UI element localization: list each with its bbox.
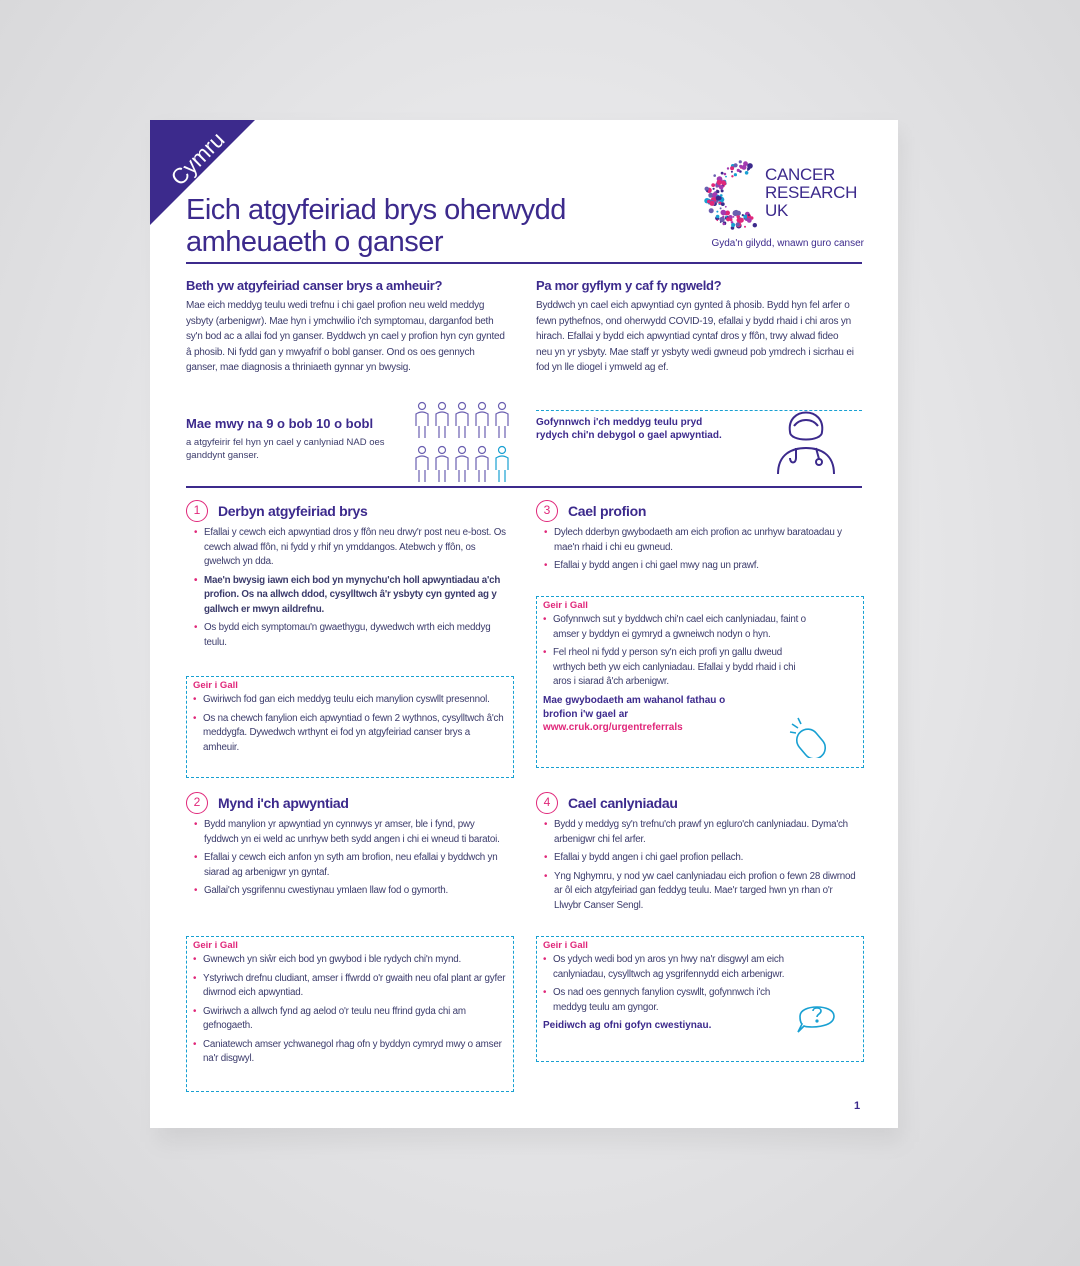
doctor-icon <box>764 392 848 476</box>
logo-dot <box>720 207 722 209</box>
intro-heading: Beth yw atgyfeiriad canser brys a amheuir? <box>186 278 443 293</box>
logo-dot <box>736 222 740 226</box>
person-figure <box>496 403 508 439</box>
step-1-number: 1 <box>186 500 208 522</box>
logo-dot <box>719 185 724 190</box>
logo-dot <box>717 220 719 222</box>
step-1-tips <box>193 693 507 755</box>
logo-dot <box>737 169 740 172</box>
logo-dot <box>723 223 726 226</box>
logo-line-2: RESEARCH <box>765 183 858 202</box>
list-item: • Caniatewch amser ychwanegol rhag ofn y byddyn cymryd mwy o amser na'r disgwyl. <box>193 1038 507 1067</box>
logo-wordmark <box>765 166 857 220</box>
page-title: Eich atgyfeiriad brys oherwydd amheuaeth o ganser <box>186 194 566 258</box>
list-item: • Fel rheol ni fydd y person sy'n eich profi yn gallu dweud wrthych beth yw eich canlyniadau. Efallai y bydd rhaid i chi aros i siarad â'ch arbenigwr. <box>543 646 813 690</box>
list-item: • Bydd y meddyg sy'n trefnu'ch prawf yn egluro'ch canlyniadau. Dyma'ch arbenigwr chi fel arfer. <box>544 818 860 847</box>
step-3-note: Mae gwybodaeth am wahanol fathau o brofion i'w gael ar <box>543 694 726 720</box>
stat-detail: a atgyfeirir fel hyn yn cael y canlyniad NAD oes ganddynt ganser. <box>186 437 385 461</box>
step-4-tips <box>543 953 803 1015</box>
logo-dot <box>742 214 744 216</box>
logo-dot <box>725 184 727 186</box>
logo-dot <box>725 216 727 218</box>
step-2-title: Mynd i'ch apwyntiad <box>218 795 349 811</box>
logo-dot <box>721 189 724 192</box>
tip-label: Geir i Gall <box>543 600 588 611</box>
person-figure <box>476 447 488 483</box>
list-item: • Dylech dderbyn gwybodaeth am eich profion ac unrhyw baratoadau y mae'n rhaid i chi eu gwneud. <box>544 526 860 555</box>
list-item: • Gofynnwch sut y byddwch chi'n cael eich canlyniadau, faint o amser y byddyn ei gymryd a gwneiwch nodyn o hyn. <box>543 613 813 642</box>
logo-dot <box>713 174 716 177</box>
question-chat-icon <box>794 996 846 1040</box>
logo-dot <box>739 165 742 168</box>
logo-dot <box>727 167 729 169</box>
person-figure <box>436 403 448 439</box>
person-figure <box>496 447 508 483</box>
logo-dot <box>725 176 727 178</box>
logo-dot <box>734 173 737 176</box>
wait-callout: Gofynnwch i'ch meddyg teulu pryd rydych chi'n debygol o gael apwyntiad. <box>536 417 722 441</box>
logo-dot <box>721 210 727 216</box>
language-label: Cymru <box>165 126 230 191</box>
tip-label: Geir i Gall <box>193 940 238 951</box>
header-divider <box>186 262 862 264</box>
logo-dot <box>747 163 753 169</box>
people-icon <box>412 396 522 486</box>
logo-dot <box>739 160 742 163</box>
page-number: 1 <box>854 1100 861 1112</box>
logo-dot <box>716 211 718 213</box>
logo-dot <box>726 217 730 221</box>
leaflet-page <box>150 120 898 1128</box>
logo-dot <box>716 215 720 219</box>
step-4-number: 4 <box>536 792 558 814</box>
step-1-title: Derbyn atgyfeiriad brys <box>218 503 368 519</box>
logo-dot <box>721 172 724 175</box>
step-3-title: Cael profion <box>568 503 647 519</box>
urgent-referrals-link[interactable]: www.cruk.org/urgentreferrals <box>543 721 683 733</box>
logo-dot <box>716 190 719 193</box>
logo-tagline: Gyda'n gilydd, wnawn guro canser <box>711 238 864 249</box>
list-item: • Efallai y cewch eich apwyntiad dros y ffôn neu drwy'r post neu e-bost. Os cewch alwad ffôn, ni fydd y rhif yn ymddangos. Atebwch y ffôn, os gwelwch yn dda. <box>194 526 510 570</box>
step-4-bullets <box>544 818 860 917</box>
list-item: • Gwiriwch a allwch fynd ag aelod o'r teulu neu ffrind gyda chi am gefnogaeth. <box>193 1005 507 1034</box>
logo-dot <box>719 203 721 205</box>
list-item: • Yng Nghymru, y nod yw cael canlyniadau eich profion o fewn 28 diwrnod ar ôl eich atgyfeiriad gan feddyg teulu. Mae'r targed hwn yn rhan o'r Llwybr Canser Sengl. <box>544 870 860 914</box>
person-figure <box>456 447 468 483</box>
list-item: • Bydd manylion yr apwyntiad yn cynnwys yr amser, ble i fynd, pwy fyddwch yn ei weld ac unrhyw beth sydd angen i chi ei wneud ti baratoi. <box>194 818 510 847</box>
step-2-tip-box <box>186 936 514 1092</box>
stat-headline: Mae mwy na 9 o bob 10 o bobl <box>186 416 374 431</box>
logo-dot <box>753 223 757 227</box>
logo-dot <box>733 216 735 218</box>
person-figure <box>436 447 448 483</box>
person-figure <box>476 403 488 439</box>
list-item: • Os ydych wedi bod yn aros yn hwy na'r disgwyl am eich canlyniadau, cysylltwch ag ysgrifennydd eich arbenigwr. <box>543 953 803 982</box>
logo-line-1: CANCER <box>765 165 835 184</box>
person-figure <box>456 403 468 439</box>
logo-dot <box>724 173 727 176</box>
intro-divider <box>186 486 862 488</box>
step-2-number: 2 <box>186 792 208 814</box>
step-2-bullets <box>194 818 510 903</box>
list-item: • Gwiriwch fod gan eich meddyg teulu eich manylion cyswllt presennol. <box>193 693 507 708</box>
logo-dot <box>722 216 724 218</box>
tip-label: Geir i Gall <box>193 680 238 691</box>
step-3-bullets <box>544 526 860 578</box>
logo-dot <box>720 221 722 223</box>
step-4-title: Cael canlyniadau <box>568 795 678 811</box>
person-figure <box>416 403 428 439</box>
tip-label: Geir i Gall <box>543 940 588 951</box>
list-item: • Os bydd eich symptomau'n gwaethygu, dywedwch wrth eich meddyg teulu. <box>194 621 510 650</box>
list-item: • Os na chewch fanylion eich apwyntiad o fewn 2 wythnos, cysylltwch â'ch meddygfa. Dywedwch wrthynt ei fod yn atgyfeiriad canser brys a amheuir. <box>193 712 507 756</box>
list-item: • Efallai y cewch eich anfon yn syth am brofion, neu efallai y byddwch yn siarad ag arbenigwr yn gyntaf. <box>194 851 510 880</box>
logo-dot <box>748 214 750 216</box>
logo-dot <box>725 206 727 208</box>
logo-dot <box>730 166 734 170</box>
list-item: • Gallai'ch ysgrifennu cwestiynau ymlaen llaw fod o gymorth. <box>194 884 510 899</box>
list-item: • Efallai y bydd angen i chi gael mwy nag un prawf. <box>544 559 860 574</box>
mouse-click-icon <box>786 714 842 758</box>
step-1-bullets <box>194 526 510 654</box>
logo-dot <box>713 188 715 190</box>
step-3-number: 3 <box>536 500 558 522</box>
person-figure <box>416 447 428 483</box>
logo-dot <box>745 171 749 175</box>
logo-dot <box>721 202 725 206</box>
logo-dot <box>736 211 741 216</box>
list-item: • Gwnewch yn siŵr eich bod yn gwybod i ble rydych chi'n mynd. <box>193 953 507 968</box>
logo-dot <box>739 218 744 223</box>
logo-dot <box>731 223 735 227</box>
logo-dot <box>710 201 715 206</box>
logo-dot <box>709 208 714 213</box>
list-item: • Efallai y bydd angen i chi gael profion pellach. <box>544 851 860 866</box>
wait-heading: Pa mor gyflym y caf fy ngweld? <box>536 278 722 293</box>
step-1-tip-box <box>186 676 514 778</box>
logo-dot <box>706 190 708 192</box>
step-2-tips <box>193 953 507 1067</box>
logo-dot <box>744 226 746 228</box>
logo-dot <box>734 163 738 167</box>
logo-dot <box>731 175 733 177</box>
logo-dot <box>716 196 721 201</box>
logo-dot <box>716 185 718 187</box>
intro-body: Mae eich meddyg teulu wedi trefnu i chi gael profion neu weld meddyg ysbyty (arbenigwr). Mae hyn i ymchwilio i'ch symptomau, darganfod beth sy'n bod ac a allai fod yn ganser. Byddwch yn cael y profion hyn cyn gynted â phosib. Ni fydd gan y mwyafrif o bobl ganser. Ond os oes gennych ganser, mae diagnosis a thriniaeth gynnar yn bwysig. <box>186 300 505 373</box>
logo-dot <box>747 218 752 223</box>
list-item: • Mae'n bwysig iawn eich bod yn mynychu'ch holl apwyntiadau a'ch profion. Os na allwch ddod, cysylltwch â'r ysbyty cyn gynted ag y gallwch er mwyn aildrefnu. <box>194 574 510 618</box>
logo-dot <box>717 180 722 185</box>
step-4-note: Peidiwch ag ofni gofyn cwestiynau. <box>543 1020 712 1031</box>
logo-dot <box>742 165 747 170</box>
logo-dot <box>731 171 733 173</box>
logo-line-3: UK <box>765 201 789 220</box>
list-item: • Ystyriwch drefnu cludiant, amser i ffwrdd o'r gwaith neu ofal plant ar gyfer diwrnod eich apwyntiad. <box>193 972 507 1001</box>
wait-body: Byddwch yn cael eich apwyntiad cyn gynted â phosib. Bydd hyn fel arfer o fewn pythefnos, ond oherwydd COVID-19, efallai y bydd rhaid i chi aros yn hirach. Efallai y bydd eich apwyntiad cyntaf dros y ffôn, trwy alwad fideo neu yn yr ysbyty. Mae staff yr ysbyty wedi gwneud pob ymdrech i sicrhau ei fod yn lle diogel i ymweld ag ef. <box>536 300 854 373</box>
logo-dot <box>711 183 715 187</box>
list-item: • Os nad oes gennych fanylion cyswllt, gofynnwch i'ch meddyg teulu am gyngor. <box>543 986 803 1015</box>
step-3-tips <box>543 613 813 690</box>
